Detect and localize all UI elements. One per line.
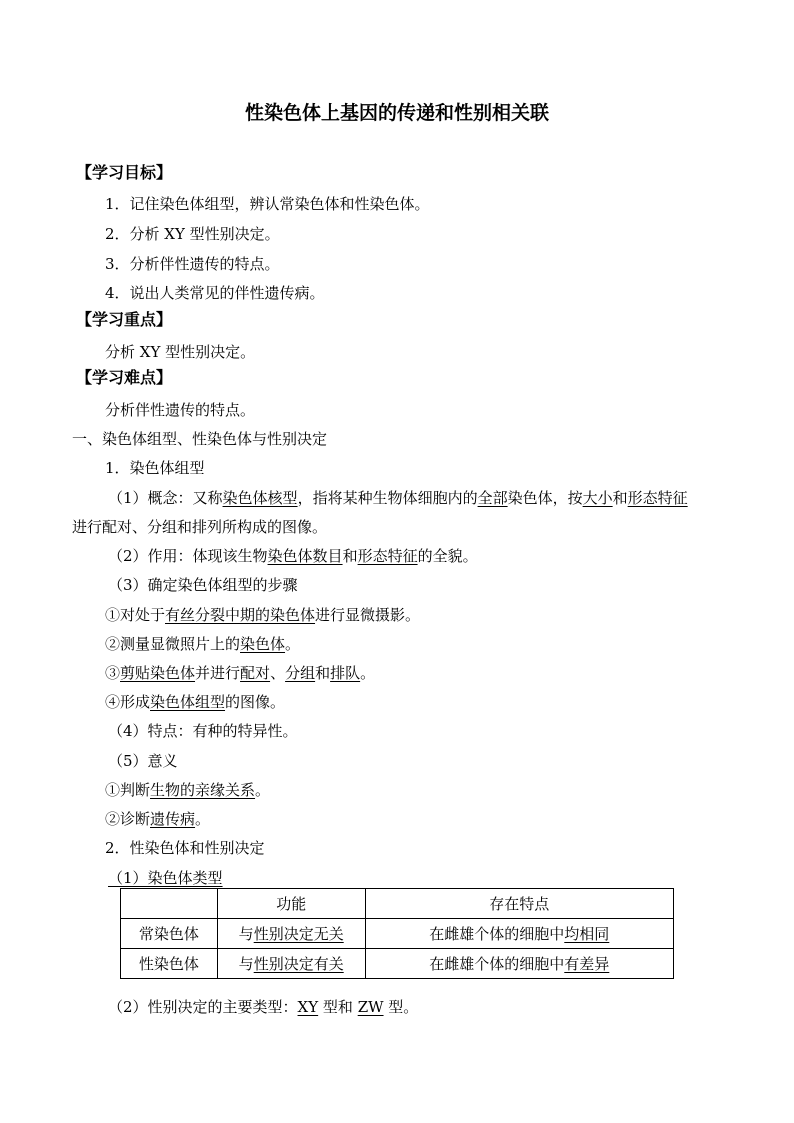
concept-answer-size: 大小	[582, 489, 613, 507]
meaning-2-text-b: 。	[195, 810, 211, 828]
subsection-heading-karyotype: 1．染色体组型	[105, 459, 205, 477]
key-text: 分析 XY 型性别决定。	[105, 343, 256, 361]
step-2-answer: 染色体	[240, 635, 286, 653]
steps-heading: （3）确定染色体组型的步骤	[108, 576, 298, 594]
page-title: 性染色体上基因的传递和性别相关联	[244, 102, 549, 124]
table-cell-sex-chromosome: 性染色体	[121, 949, 218, 979]
step-3	[105, 663, 375, 683]
step-4-answer: 染色体组型	[150, 693, 226, 711]
goal-item-2: 2．分析 XY 型性别决定。	[105, 225, 280, 243]
types-heading-text: （1）染色体类型	[108, 869, 223, 887]
step-3-text-d: 和	[315, 664, 331, 682]
section-heading-1: 一、染色体组型、性染色体与性别决定	[72, 430, 328, 448]
table-cell-autosome: 常染色体	[121, 919, 218, 949]
role-text-b: 和	[342, 547, 358, 565]
goals-heading: 【学习目标】	[76, 163, 173, 182]
goal-item-1: 1．记住染色体组型，辨认常染色体和性染色体。	[105, 195, 430, 213]
table-header-empty	[121, 889, 218, 919]
step-1-text-b: 进行显微摄影。	[315, 606, 421, 624]
step-3-text-a: ③	[105, 664, 121, 682]
step-1-answer: 有丝分裂中期的染色体	[165, 606, 316, 624]
subsection-heading-sex-chromosome: 2．性染色体和性别决定	[105, 839, 265, 857]
step-3-text-e: 。	[360, 664, 376, 682]
step-1	[105, 605, 420, 625]
meaning-2	[105, 809, 210, 829]
step-3-answer-group: 分组	[285, 664, 316, 682]
sex-chromosome-function-answer: 性别决定有关	[253, 955, 344, 973]
concept-text-a: （1）概念：又称	[108, 489, 223, 507]
step-4-text-a: ④形成	[105, 693, 151, 711]
table-cell-autosome-feature	[365, 919, 673, 949]
goal-item-4: 4．说出人类常见的伴性遗传病。	[105, 284, 325, 302]
autosome-function-text: 与	[238, 925, 254, 943]
table-cell-sex-chromosome-function	[217, 949, 365, 979]
sex-chromosome-feature-text: 在雌雄个体的细胞中	[429, 955, 565, 973]
main-types-answer-zw: ZW	[357, 998, 384, 1016]
step-4-text-b: 的图像。	[225, 693, 286, 711]
table-header-row	[121, 889, 674, 919]
types-heading	[108, 868, 223, 888]
main-types-text-b: 型和	[318, 998, 358, 1016]
main-types-text-a: （2）性别决定的主要类型：	[108, 998, 298, 1016]
autosome-feature-text: 在雌雄个体的细胞中	[429, 925, 565, 943]
role-line	[108, 546, 478, 566]
meaning-heading: （5）意义	[108, 752, 178, 770]
table-row	[121, 949, 674, 979]
autosome-function-answer: 性别决定无关	[253, 925, 344, 943]
step-4	[105, 692, 285, 712]
step-3-text-b: 并进行	[195, 664, 241, 682]
role-text-a: （2）作用：体现该生物	[108, 547, 268, 565]
step-2	[105, 634, 300, 654]
table-header-feature: 存在特点	[365, 889, 673, 919]
autosome-feature-answer: 均相同	[564, 925, 610, 943]
table-cell-sex-chromosome-feature	[365, 949, 673, 979]
step-1-text-a: ①对处于	[105, 606, 166, 624]
feature-line: （4）特点：有种的特异性。	[108, 722, 298, 740]
meaning-1	[105, 780, 270, 800]
concept-continuation: 进行配对、分组和排列所构成的图像。	[72, 518, 328, 536]
role-answer-number: 染色体数目	[267, 547, 343, 565]
concept-text-c: 染色体，按	[507, 489, 583, 507]
meaning-1-text-a: ①判断	[105, 781, 151, 799]
concept-line	[108, 488, 688, 508]
main-types-text-c: 型。	[383, 998, 419, 1016]
meaning-1-answer: 生物的亲缘关系	[150, 781, 256, 799]
step-3-answer-pair: 配对	[240, 664, 271, 682]
meaning-1-text-b: 。	[255, 781, 271, 799]
table-row	[121, 919, 674, 949]
meaning-2-text-a: ②诊断	[105, 810, 151, 828]
goal-item-3: 3．分析伴性遗传的特点。	[105, 255, 280, 273]
step-3-text-c: 、	[270, 664, 286, 682]
table-header-function: 功能	[217, 889, 365, 919]
sex-chromosome-feature-answer: 有差异	[564, 955, 610, 973]
difficulty-heading: 【学习难点】	[76, 368, 173, 387]
role-text-c: 的全貌。	[417, 547, 478, 565]
table-cell-autosome-function	[217, 919, 365, 949]
concept-answer-karyotype: 染色体核型	[222, 489, 298, 507]
main-types-line	[108, 997, 418, 1017]
sex-chromosome-function-text: 与	[238, 955, 254, 973]
role-answer-shape: 形态特征	[357, 547, 418, 565]
concept-answer-shape: 形态特征	[627, 489, 688, 507]
concept-answer-all: 全部	[477, 489, 508, 507]
step-3-answer-order: 排队	[330, 664, 361, 682]
meaning-2-answer: 遗传病	[150, 810, 196, 828]
concept-text-d: 和	[612, 489, 628, 507]
main-types-answer-xy: XY	[297, 998, 319, 1016]
step-2-text-a: ②测量显微照片上的	[105, 635, 241, 653]
concept-text-b: ，指将某种生物体细胞内的	[297, 489, 478, 507]
step-2-text-b: 。	[285, 635, 301, 653]
difficulty-text: 分析伴性遗传的特点。	[105, 401, 256, 419]
chromosome-type-table	[120, 888, 674, 979]
step-3-answer-cut: 剪贴染色体	[120, 664, 196, 682]
key-heading: 【学习重点】	[76, 310, 173, 329]
